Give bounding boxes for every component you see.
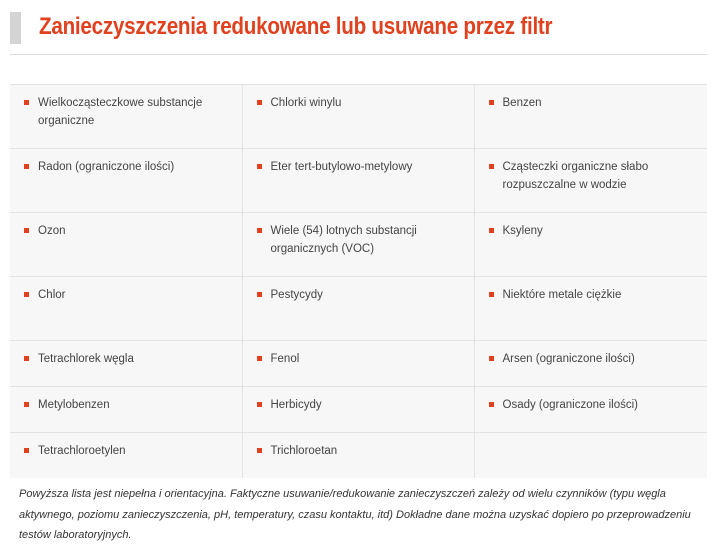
- table-cell: [242, 277, 474, 341]
- table-cell-empty: [474, 433, 707, 479]
- table-cell: [242, 85, 474, 149]
- bullet-icon: [489, 292, 494, 297]
- table-cell: [474, 85, 707, 149]
- contaminant-label: Osady (ograniczone ilości): [502, 399, 639, 411]
- bullet-icon: [257, 292, 262, 297]
- table-row: [10, 341, 707, 387]
- contaminant-label: Metylobenzen: [38, 399, 110, 411]
- bullet-icon: [489, 164, 494, 169]
- table-cell: [242, 341, 474, 387]
- contaminant-label: Trichloroetan: [270, 445, 338, 457]
- table-cell: [10, 433, 242, 479]
- table-row: [10, 433, 707, 479]
- bullet-icon: [24, 292, 29, 297]
- contaminant-label: Benzen: [502, 97, 542, 109]
- bullet-icon: [257, 402, 262, 407]
- table-cell: [10, 213, 242, 277]
- contaminant-label: Chlorki winylu: [270, 97, 342, 109]
- contaminant-label: Tetrachlorek węgla: [38, 353, 134, 365]
- bullet-icon: [24, 356, 29, 361]
- table-cell: [242, 213, 474, 277]
- table-cell: [242, 149, 474, 213]
- contaminants-table: [10, 84, 707, 478]
- contaminant-label: Cząsteczki organiczne słabo rozpuszczalne w wodzie: [502, 161, 649, 191]
- bullet-icon: [257, 448, 262, 453]
- table-row: [10, 277, 707, 341]
- bullet-icon: [24, 164, 29, 169]
- bullet-icon: [257, 356, 262, 361]
- contaminant-label: Tetrachloroetylen: [38, 445, 126, 457]
- contaminant-label: Herbicydy: [270, 399, 322, 411]
- bullet-icon: [257, 228, 262, 233]
- table-cell: [10, 85, 242, 149]
- bullet-icon: [24, 228, 29, 233]
- header-accent-bar: [10, 12, 21, 44]
- bullet-icon: [489, 356, 494, 361]
- bullet-icon: [257, 100, 262, 105]
- bullet-icon: [257, 164, 262, 169]
- bullet-icon: [489, 100, 494, 105]
- contaminant-label: Arsen (ograniczone ilości): [502, 353, 635, 365]
- table-cell: [474, 213, 707, 277]
- bullet-icon: [24, 448, 29, 453]
- table-cell: [474, 387, 707, 433]
- section-header: [10, 10, 707, 55]
- table-row: [10, 85, 707, 149]
- table-cell: [10, 277, 242, 341]
- contaminant-label: Wiele (54) lotnych substancji organicznych (VOC): [270, 225, 417, 255]
- contaminant-label: Wielkocząsteczkowe substancje organiczne: [38, 97, 203, 127]
- table-cell: [474, 277, 707, 341]
- contaminant-label: Pestycydy: [270, 289, 323, 301]
- table-cell: [242, 387, 474, 433]
- table-cell: [242, 433, 474, 479]
- contaminant-label: Ksyleny: [502, 225, 543, 237]
- table-cell: [10, 341, 242, 387]
- table-cell: [474, 149, 707, 213]
- table-cell: [10, 387, 242, 433]
- table-row: [10, 387, 707, 433]
- table-row: [10, 149, 707, 213]
- table-cell: [474, 341, 707, 387]
- contaminant-label: Eter tert-butylowo-metylowy: [270, 161, 413, 173]
- disclaimer-note: Powyższa lista jest niepełna i orientacyjna. Faktyczne usuwanie/redukowanie zanieczyszczeń zależy od wielu czynników (typu węgla aktywnego, poziomu zanieczyszczenia, pH, temperatury, czasu kontaktu, itd) Dokładne dane można uzyskać dopiero po przeprowadzeniu testów laboratoryjnych.: [19, 488, 691, 541]
- contaminant-label: Niektóre metale ciężkie: [502, 289, 622, 301]
- bullet-icon: [489, 402, 494, 407]
- contaminant-label: Chlor: [38, 289, 66, 301]
- contaminant-label: Fenol: [270, 353, 300, 365]
- contaminant-label: Radon (ograniczone ilości): [38, 161, 175, 173]
- bullet-icon: [24, 402, 29, 407]
- page-title: Zanieczyszczenia redukowane lub usuwane przez filtr: [39, 13, 553, 40]
- bullet-icon: [489, 228, 494, 233]
- table-row: [10, 213, 707, 277]
- table-cell: [10, 149, 242, 213]
- contaminant-label: Ozon: [38, 225, 66, 237]
- bullet-icon: [24, 100, 29, 105]
